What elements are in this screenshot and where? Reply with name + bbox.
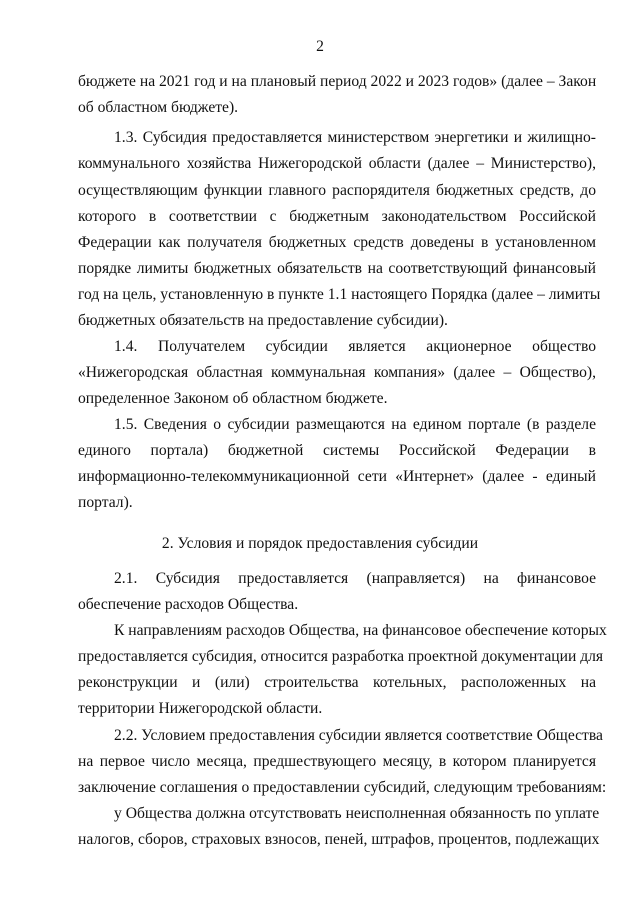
text-line: определенное Законом об областном бюджете. xyxy=(78,390,388,407)
text-line: осуществляющим функции главного распорядителя бюджетных средств, до xyxy=(78,182,596,199)
text-line: 2.2. Условием предоставления субсидии является соответствие Общества xyxy=(114,727,603,744)
text-line: заключение соглашения о предоставлении субсидий, следующим требованиям: xyxy=(78,779,607,796)
section-heading: 2. Условия и порядок предоставления субсидии xyxy=(161,535,479,552)
text-line: об областном бюджете). xyxy=(78,99,239,116)
text-line: Федерации как получателя бюджетных средств доведены в установленном xyxy=(78,234,596,251)
text-line: предоставляется субсидия, относится разработка проектной документации для xyxy=(78,648,604,665)
text-line: бюджете на 2021 год и на плановый период 2022 и 2023 годов» (далее – Закон xyxy=(78,73,597,90)
text-line: К направлениям расходов Общества, на финансовое обеспечение которых xyxy=(114,622,607,639)
text-line: территории Нижегородской области. xyxy=(78,700,323,717)
text-line: год на цель, установленную в пункте 1.1 настоящего Порядка (далее – лимиты xyxy=(78,286,601,303)
text-line: у Общества должна отсутствовать неисполненная обязанность по уплате xyxy=(114,805,600,822)
text-line: порядке лимиты бюджетных обязательств на соответствующий финансовый xyxy=(78,260,596,277)
text-line: портал). xyxy=(78,494,133,511)
text-line: 1.3. Субсидия предоставляется министерством энергетики и жилищно- xyxy=(114,129,596,146)
text-line: которого в соответствии с бюджетным законодательством Российской xyxy=(78,208,596,225)
text-line: коммунального хозяйства Нижегородской области (далее – Министерство), xyxy=(78,155,596,172)
text-line: налогов, сборов, страховых взносов, пеней, штрафов, процентов, подлежащих xyxy=(78,831,600,848)
text-line: обеспечение расходов Общества. xyxy=(78,596,299,613)
text-line: на первое число месяца, предшествующего месяцу, в котором планируется xyxy=(78,753,596,770)
text-line: информационно-телекоммуникационной сети «Интернет» (далее - единый xyxy=(78,468,596,485)
text-line: единого портала) бюджетной системы Российской Федерации в xyxy=(78,442,596,459)
text-line: 1.5. Сведения о субсидии размещаются на едином портале (в разделе xyxy=(114,416,596,433)
page-number: 2 xyxy=(316,38,324,55)
text-line: реконструкции и (или) строительства котельных, расположенных на xyxy=(78,674,596,691)
text-line: «Нижегородская областная коммунальная компания» (далее – Общество), xyxy=(78,364,596,381)
text-line: бюджетных обязательств на предоставление субсидии). xyxy=(78,312,448,329)
text-line: 2.1. Субсидия предоставляется (направляется) на финансовое xyxy=(114,570,596,587)
text-line: 1.4. Получателем субсидии является акционерное общество xyxy=(114,338,596,355)
